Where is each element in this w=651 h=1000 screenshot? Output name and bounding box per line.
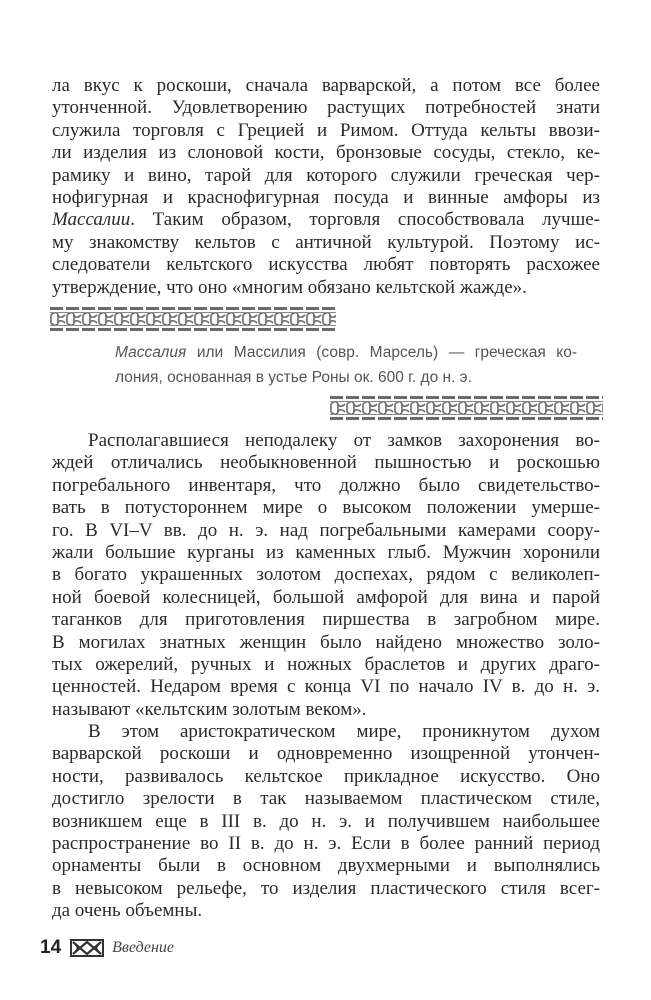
text-line: ждей отличались необыкновенной пышностью и роскошью	[52, 452, 600, 474]
text-line: называют «кельтским золотым веком».	[52, 698, 367, 720]
text-line: ли изделия из слоновой кости, бронзовые сосуды, стекло, ке-	[52, 142, 600, 164]
text-line: да очень объемны.	[52, 900, 203, 922]
text-line: служила торговля с Грецией и Римом. Оттуда кельты ввози-	[52, 119, 600, 141]
text-line: ности, развивалось кельтское прикладное искусство. Оно	[52, 765, 600, 787]
text-line: тых ожерелий, ручных и ножных браслетов и других драго-	[52, 653, 600, 675]
paragraph-2	[52, 430, 600, 721]
footnote-text: или Массилия (совр. Марсель) — греческая ко-	[186, 344, 577, 361]
text-line: в невысоком рельефе, то изделия пластического стиля всег-	[52, 877, 600, 899]
paragraph-1	[52, 75, 600, 299]
text-line: варварской роскоши и одновременно изощренной утончен-	[52, 743, 600, 765]
text-line: го. В VI–V вв. до н. э. над погребальными камерами соору-	[52, 519, 600, 541]
text-span: . Таким образом, торговля способствовала лучше-	[130, 209, 600, 231]
text-line: В могилах знатных женщин было найдено множество золо-	[52, 631, 600, 653]
italic-term: Массалии	[52, 209, 131, 231]
text-line: жали большие курганы из каменных глыб. Мужчин хоронили	[52, 541, 600, 563]
text-line: ценностей. Недаром время с конца VI по начало IV в. до н. э.	[52, 676, 600, 698]
text-line	[52, 209, 600, 231]
text-line: возникшем еще в III в. до н. э. и получившем наибольшее	[52, 810, 600, 832]
text-line: орнаменты были в основном двухмерными и выполнялись	[52, 855, 600, 877]
page-number: 14	[40, 937, 62, 958]
footnote	[115, 340, 577, 390]
text-line: В этом аристократическом мире, проникнутом духом	[88, 721, 600, 742]
text-line: таганков для приготовления пиршества в загробном мире.	[52, 609, 600, 631]
celtic-knot-icon	[70, 939, 104, 957]
celtic-ornament-divider	[50, 307, 336, 331]
text-line: ла вкус к роскоши, сначала варварской, а потом все более	[52, 75, 600, 96]
page-footer	[40, 936, 174, 960]
text-line: утонченной. Удовлетворению растущих потребностей знати	[52, 97, 600, 119]
footnote-term: Массалия	[115, 344, 187, 361]
section-title: Введение	[112, 939, 174, 956]
text-line: ной боевой колесницей, большой амфорой для вина и парой	[52, 586, 600, 608]
celtic-ornament-divider	[330, 396, 603, 420]
text-line: погребального инвентаря, что должно было свидетельство-	[52, 474, 600, 496]
text-line: вать в потустороннем мире о высоком положении умерше-	[52, 497, 600, 519]
text-line: рамику и вино, тарой для которого служили греческая чер-	[52, 164, 600, 186]
text-line: распространение во II в. до н. э. Если в более ранний период	[52, 832, 600, 854]
text-line: му знакомству кельтов с античной культурой. Поэтому ис-	[52, 231, 600, 253]
text-line: утверждение, что оно «многим обязано кельтской жажде».	[52, 276, 527, 298]
text-line: Располагавшиеся неподалеку от замков захоронения во-	[88, 430, 600, 451]
text-line: нофигурная и краснофигурная посуда и винные амфоры из	[52, 186, 600, 208]
paragraph-3	[52, 721, 600, 923]
text-line: достигло зрелости в так называемом пластическом стиле,	[52, 788, 600, 810]
text-line: следователи кельтского искусства любят повторять расхожее	[52, 254, 600, 276]
text-line: в богато украшенных золотом доспехах, рядом с великолеп-	[52, 564, 600, 586]
footnote-line: лония, основанная в устье Роны ок. 600 г. до н. э.	[115, 369, 472, 386]
footnote-line	[115, 340, 577, 365]
